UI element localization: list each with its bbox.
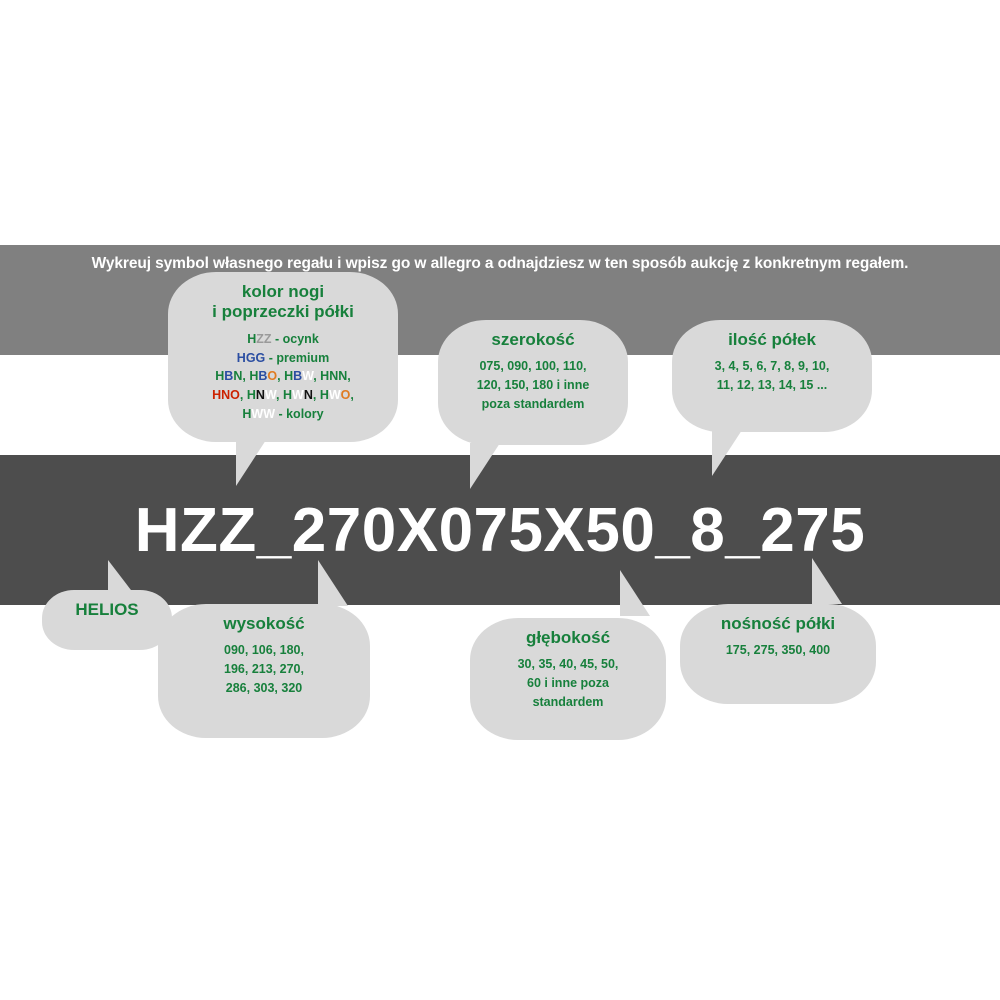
kolor-line-3: HBN, HBO, HBW, HNN, <box>215 369 351 384</box>
wysokosc-line-1: 090, 106, 180, <box>224 643 304 658</box>
callout-nosnosc-title: nośność półki <box>720 614 836 633</box>
callout-glebokosc <box>470 618 666 740</box>
callout-szerokosc-body <box>450 357 616 413</box>
callout-tail-glebokosc <box>620 570 650 616</box>
callout-tail-wysokosc <box>318 560 348 606</box>
callout-ilosc-title: ilość półek <box>728 330 816 349</box>
instruction-text: Wykreuj symbol własnego regału i wpisz go w allegro a odnajdziesz w ten sposób aukcję z konkretnym regałem. <box>91 255 909 272</box>
wysokosc-line-3: 286, 303, 320 <box>225 680 303 695</box>
callout-nosnosc-body <box>692 641 864 660</box>
callout-tail-helios <box>108 560 134 594</box>
callout-wysokosc <box>158 604 370 738</box>
callout-kolor-nogi <box>168 272 398 442</box>
callout-szerokosc-title: szerokość <box>491 330 575 349</box>
glebokosc-line-3: standardem <box>532 694 604 709</box>
glebokosc-line-2: 60 i inne poza <box>527 676 609 691</box>
callout-glebokosc-body <box>482 655 654 711</box>
wysokosc-line-2: 196, 213, 270, <box>224 662 304 677</box>
callout-nosnosc-polki <box>680 604 876 704</box>
callout-kolor-title: kolor nogi i poprzeczki półki <box>212 282 354 322</box>
callout-ilosc-body <box>684 357 860 395</box>
product-code: HZZ_270X075X50_8_275 <box>134 496 866 565</box>
callout-glebokosc-title: głębokość <box>525 628 611 647</box>
szerokosc-line-3: poza standardem <box>481 396 585 411</box>
kolor-line-4: HNO, HNW, HWN, HWO, <box>212 388 354 403</box>
callout-tail-kolor <box>236 440 266 486</box>
szerokosc-line-1: 075, 090, 100, 110, <box>479 359 587 374</box>
brand-label: HELIOS <box>75 600 139 619</box>
callout-tail-ilosc-polek <box>712 430 742 476</box>
nosnosc-line-1: 175, 275, 350, 400 <box>725 643 831 658</box>
callout-kolor-body <box>180 330 386 424</box>
callout-tail-szerokosc <box>470 443 500 489</box>
szerokosc-line-2: 120, 150, 180 i inne <box>476 378 590 393</box>
kolor-line-2: HGG - premium <box>236 350 330 365</box>
kolor-line-5: HWW - kolory <box>242 406 324 421</box>
ilosc-line-2: 11, 12, 13, 14, 15 ... <box>716 378 828 393</box>
glebokosc-line-1: 30, 35, 40, 45, 50, <box>517 657 619 672</box>
callout-tail-nosnosc <box>812 558 842 604</box>
callout-szerokosc <box>438 320 628 445</box>
callout-wysokosc-title: wysokość <box>223 614 305 633</box>
callout-wysokosc-body <box>170 641 358 697</box>
callout-helios <box>42 590 172 650</box>
callout-ilosc-polek <box>672 320 872 432</box>
ilosc-line-1: 3, 4, 5, 6, 7, 8, 9, 10, <box>714 359 830 374</box>
kolor-line-1: HZZ - ocynk <box>247 331 319 346</box>
